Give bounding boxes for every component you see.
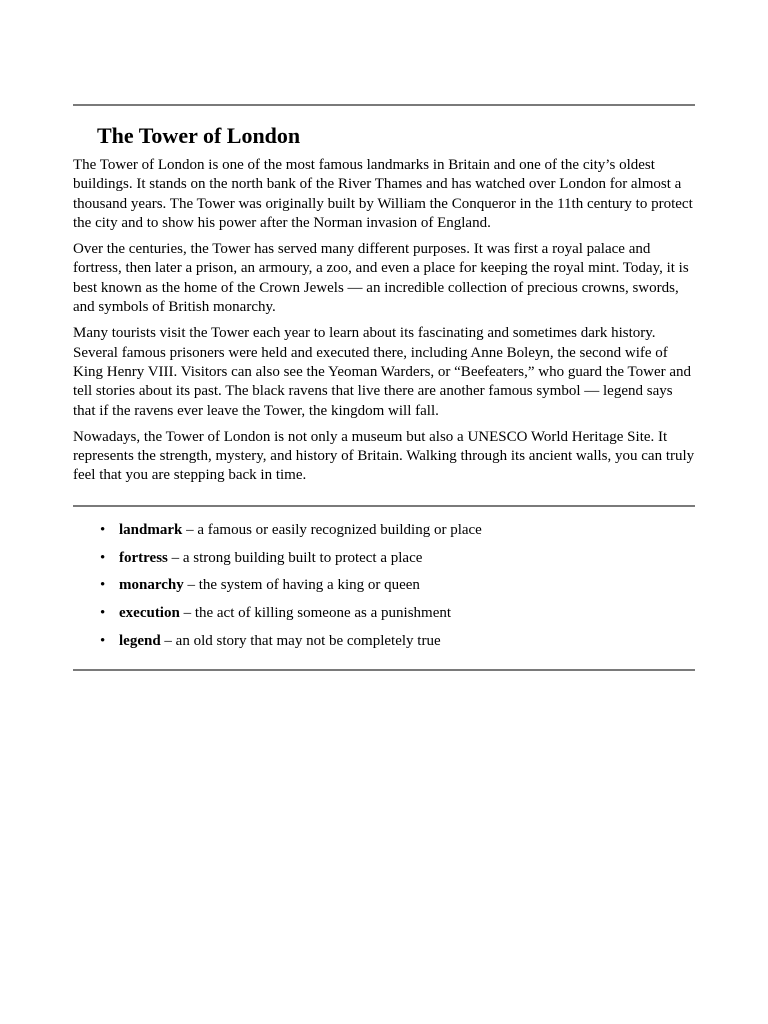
bullet-icon: • xyxy=(100,605,106,622)
vocabulary-item xyxy=(100,521,695,540)
bullet-icon: • xyxy=(100,521,106,538)
bullet-icon: • xyxy=(100,549,106,566)
bullet-icon: • xyxy=(100,577,106,594)
vocabulary-item xyxy=(100,604,695,623)
vocabulary-term: legend xyxy=(119,632,161,649)
paragraph: Nowadays, the Tower of London is not only a museum but also a UNESCO World Heritage Site. It represents the strength, mystery, and history of Britain. Walking through its ancient walls, you can truly feel that you are stepping back in time. xyxy=(73,428,695,484)
vocabulary-term: execution xyxy=(119,605,180,622)
bullet-icon: • xyxy=(100,632,106,649)
vocabulary-term: monarchy xyxy=(119,577,184,594)
paragraph: The Tower of London is one of the most famous landmarks in Britain and one of the city’s oldest buildings. It stands on the north bank of the River Thames and has watched over London for almost a thousand years. The Tower was originally built by William the Conqueror in the 11th century to protect the city and to show his power after the Norman invasion of England. xyxy=(73,157,693,231)
vocabulary-list xyxy=(73,521,695,651)
vocabulary-definition: – an old story that may not be completely true xyxy=(160,632,441,649)
document-page xyxy=(73,104,695,671)
vocabulary-definition: – the act of killing someone as a punishment xyxy=(179,605,452,622)
article-body xyxy=(73,156,695,486)
paragraph: Over the centuries, the Tower has served many different purposes. It was first a royal palace and fortress, then later a prison, an armoury, a zoo, and even a place for keeping the royal mint. Today, it is best known as the home of the Crown Jewels — an incredible collection of precious crowns, swords, and symbols of British monarchy. xyxy=(73,241,689,316)
vocabulary-definition: – a famous or easily recognized building or place xyxy=(182,521,482,538)
vocabulary-item xyxy=(100,549,695,568)
middle-divider xyxy=(73,505,695,507)
vocabulary-definition: – the system of having a king or queen xyxy=(183,577,420,594)
vocabulary-definition: – a strong building built to protect a place xyxy=(167,549,423,566)
page-title: The Tower of London xyxy=(97,123,301,148)
top-divider xyxy=(73,104,695,106)
vocabulary-term: landmark xyxy=(119,521,183,538)
bottom-divider xyxy=(73,669,695,671)
vocabulary-item xyxy=(100,576,695,595)
paragraph: Many tourists visit the Tower each year to learn about its fascinating and sometimes dark history. Several famous prisoners were held and executed there, including Anne Boleyn, the second wife of King Henry VIII. Visitors can also see the Yeoman Warders, or “Beefeaters,” who guard the Tower and tell stories about its past. The black ravens that live there are another famous symbol — legend says that if the ravens ever leave the Tower, the kingdom will fall. xyxy=(73,325,692,419)
vocabulary-term: fortress xyxy=(119,549,168,566)
vocabulary-item xyxy=(100,632,695,651)
